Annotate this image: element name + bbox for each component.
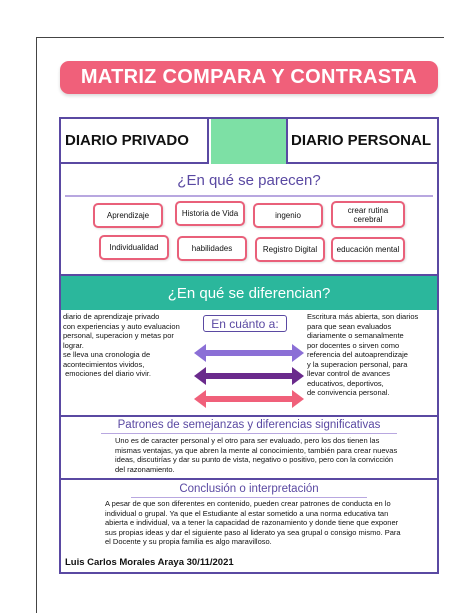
patterns-heading: Patrones de semejanzas y diferencias significativas: [117, 419, 381, 431]
double-arrow-icon: [194, 390, 304, 408]
text-line: referencia del autoaprendizaje: [307, 350, 408, 359]
section-divider: [61, 415, 437, 417]
section-divider: [61, 478, 437, 480]
column-header-right: DIARIO PERSONAL: [286, 119, 437, 164]
text-line: se lleva una cronologia de: [63, 350, 151, 359]
similarity-chip: Registro Digital: [255, 237, 325, 262]
page-title: MATRIZ COMPARA Y CONTRASTA: [60, 61, 438, 94]
differences-right-text: [307, 312, 435, 398]
text-line: por docentes o sirven como: [307, 340, 400, 350]
patterns-underline: [101, 433, 397, 434]
text-line: lograr.: [63, 340, 84, 350]
similarities-section: [61, 164, 437, 276]
left-rule: [36, 37, 37, 613]
similarity-chip: Aprendizaje: [93, 203, 163, 228]
text-line: de convivencia personal.: [307, 388, 390, 397]
comparison-arrows: [194, 341, 304, 411]
text-line: para que sean evaluados: [307, 321, 392, 331]
similarity-chip: educación mental: [331, 237, 405, 262]
conclusion-underline: [131, 497, 367, 498]
text-line: diariamente o semanalmente: [307, 331, 404, 340]
differences-left-text: [63, 312, 203, 379]
similarities-heading: ¿En qué se parecen?: [177, 172, 321, 189]
column-header-spacer: [211, 119, 286, 164]
similarity-chip: crear rutina cerebral: [331, 201, 405, 228]
double-arrow-icon: [194, 344, 304, 362]
similarity-chip: habilidades: [177, 236, 247, 261]
similarity-chip: Historia de Vida: [175, 201, 245, 226]
comparison-matrix: [59, 117, 439, 574]
conclusion-text: A pesar de que son diferentes en contenido, pueden crear patrones de conducta en lo individual o grupal. Ya que el Estudiante al estar sometido a una norma educativa tan abierta e individual, va a tener la capacidad de razonamiento y donde tiene que exponer sus propias ideas y dar el siguiente paso al liderato ya sea grupal o consigo mismo. Para el Docente y su propia familia es algo maravilloso.: [105, 499, 401, 546]
text-line: emociones del diario vivir.: [63, 369, 151, 378]
double-arrow-icon: [194, 367, 304, 385]
differences-heading: ¿En qué se diferencian?: [61, 276, 437, 310]
text-line: y la superacion personal, para: [307, 359, 408, 369]
similarities-underline: [65, 195, 433, 197]
similarity-chip: Individualidad: [99, 235, 169, 260]
text-line: educativos, deportivos,: [307, 378, 384, 388]
text-line: con experiencias y auto evaluacion: [63, 321, 180, 331]
text-line: personal, superacion y metas por: [63, 331, 174, 340]
text-line: llevar control de avances: [307, 369, 390, 378]
conclusion-heading: Conclusión o interpretación: [179, 483, 319, 495]
similarity-chip: ingenio: [253, 203, 323, 228]
author-signature: Luis Carlos Morales Araya 30/11/2021: [65, 557, 234, 568]
patterns-text: Uno es de caracter personal y el otro para ser evaluado, pero los dos tienen las mismas ventajas, ya que abren la mente al conocimiento, también para crear nuevas ideas, discutirías y dar su punto de vista, negativo o positivo, pero con la convicción del razonamiento.: [115, 436, 398, 474]
text-line: acontecimientos vividos,: [63, 359, 145, 369]
text-line: Escritura más abierta, son diarios: [307, 312, 419, 321]
criterion-box: En cuánto a:: [203, 315, 287, 332]
column-header-left: DIARIO PRIVADO: [61, 119, 209, 164]
top-rule: [36, 37, 444, 38]
text-line: diario de aprendizaje privado: [63, 312, 160, 321]
